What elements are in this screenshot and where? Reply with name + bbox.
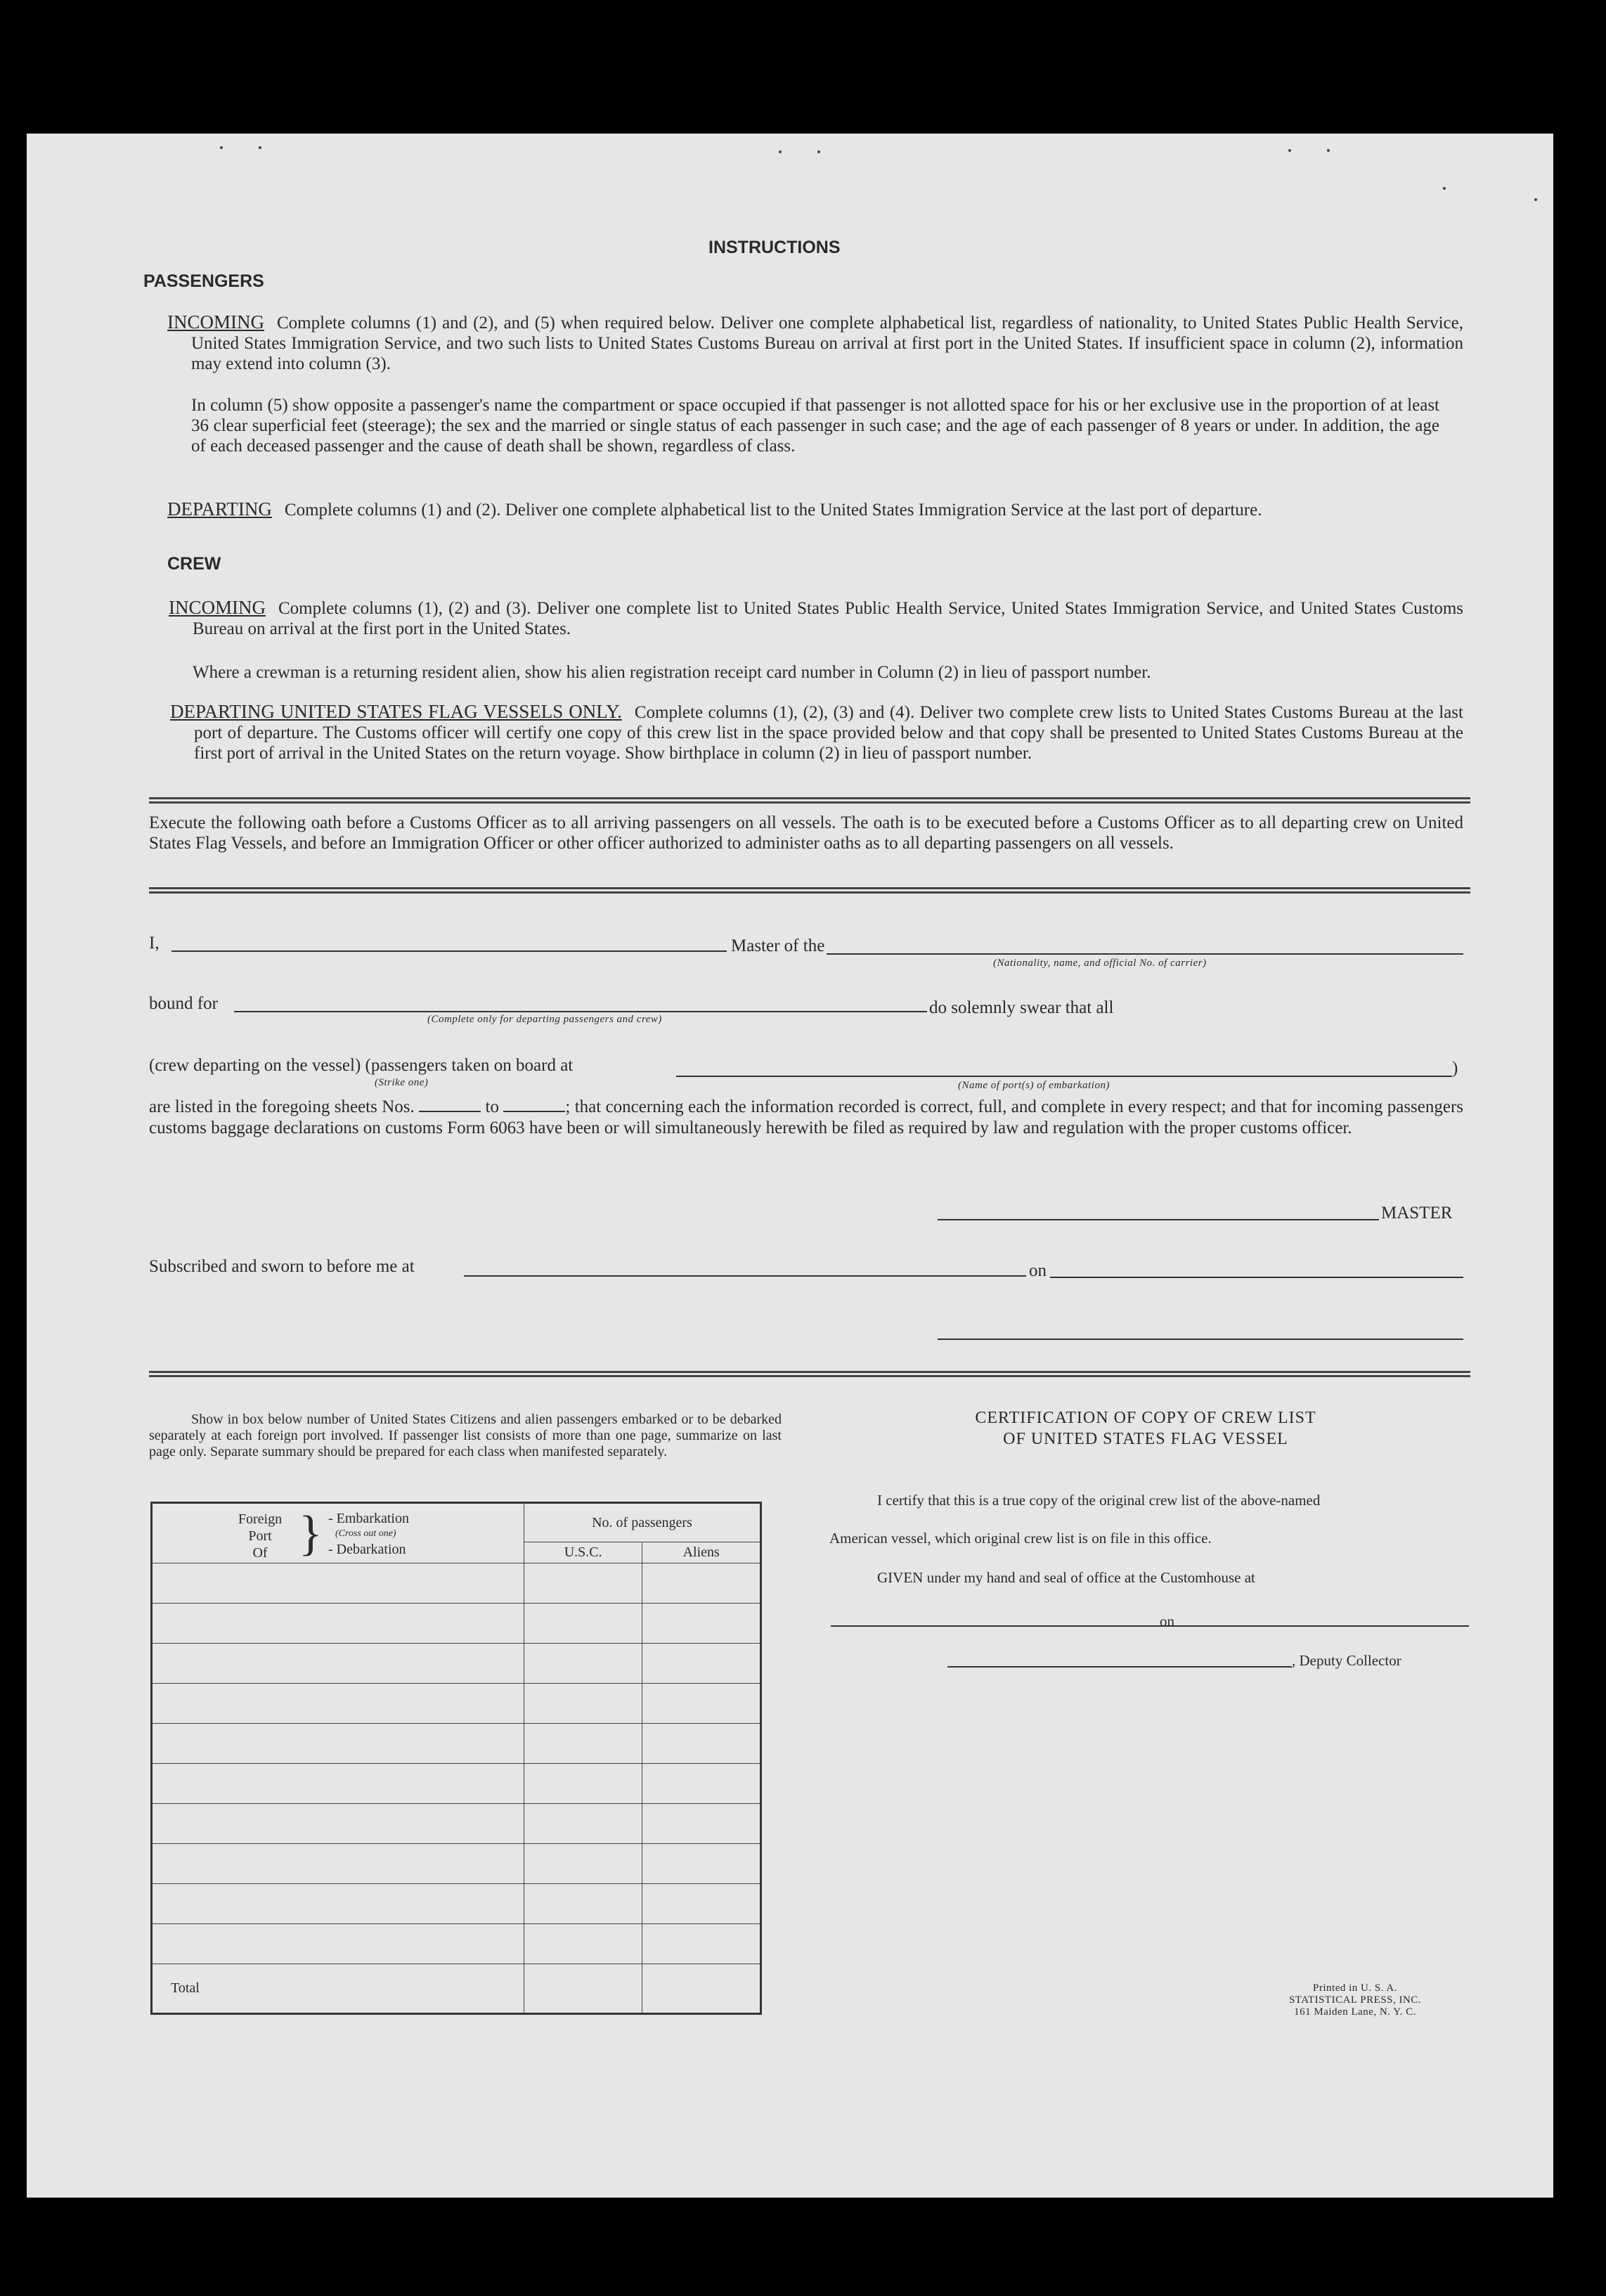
usc-cell[interactable] (524, 1804, 642, 1844)
usc-cell[interactable] (524, 1684, 642, 1724)
speck (1288, 149, 1291, 152)
usc-cell[interactable] (524, 1604, 642, 1644)
aliens-cell[interactable] (642, 1844, 761, 1884)
given-text: GIVEN under my hand and seal of office at the Customhouse at (877, 1569, 1255, 1586)
incoming-tag: INCOMING (167, 311, 264, 333)
double-rule (149, 797, 1470, 804)
speck (259, 146, 261, 149)
usc-cell[interactable] (524, 1764, 642, 1804)
ports-caption: (Name of port(s) of embarkation) (958, 1080, 1110, 1091)
sheet-to-field[interactable] (503, 1098, 565, 1112)
certify-line1: I certify that this is a true copy of the original crew list of the above-named (877, 1492, 1321, 1509)
speck (1443, 187, 1446, 190)
close-paren: ) (1452, 1059, 1458, 1078)
aliens-header: Aliens (642, 1542, 761, 1563)
crew-departing: DEPARTING UNITED STATES FLAG VESSELS ONLY. Complete columns (1), (2), (3) and (4). Deliver two complete crew lists to United States Customs Bureau at the last port of departure. The Customs officer will certify one copy of this crew list in the space provided below and that copy shall be presented to United States Customs Bureau at the first port of arrival in the United States on the return voyage. Show birthplace in column (2) in lieu of passport number. (170, 701, 1463, 763)
strike-caption: (Strike one) (375, 1077, 429, 1088)
passengers-departing: DEPARTING Complete columns (1) and (2). Deliver one complete alphabetical list to the United States Immigration Service at the last port of departure. (167, 498, 1262, 520)
oath-instructions: Execute the following oath before a Customs Officer as to all arriving passengers on all vessels. The oath is to be executed before a Customs Officer as to all departing crew on United States Flag Vessels, and before an Immigration Officer or other officer authorized to administer oaths as to all departing passengers on all vessels. (149, 813, 1463, 853)
usc-cell[interactable] (524, 1563, 642, 1604)
port-cell[interactable] (152, 1644, 524, 1684)
crew-resident-alien: Where a crewman is a returning resident alien, show his alien registration receipt card number in Column (2) in lieu of passport number. (193, 663, 1151, 682)
crew-heading: CREW (167, 554, 221, 574)
oath-i-label: I, (149, 934, 160, 953)
speck (1534, 198, 1537, 201)
departing-tag: DEPARTING (167, 498, 272, 520)
passenger-summary-table (150, 1502, 762, 2015)
port-cell[interactable] (152, 1604, 524, 1644)
port-cell[interactable] (152, 1764, 524, 1804)
officer-signature-field[interactable] (938, 1339, 1463, 1340)
no-of-passengers-header: No. of passengers (524, 1503, 760, 1542)
port-cell[interactable] (152, 1884, 524, 1924)
sheet-from-field[interactable] (419, 1098, 481, 1112)
port-cell[interactable] (152, 1684, 524, 1724)
aliens-cell[interactable] (642, 1764, 761, 1804)
brace: } (299, 1507, 323, 1561)
bound-for-label: bound for (149, 994, 218, 1013)
crew-departing-clause: (crew departing on the vessel) (passengers taken on board at (149, 1056, 574, 1075)
aliens-cell[interactable] (642, 1563, 761, 1604)
cert-date-field[interactable] (1178, 1625, 1469, 1627)
page-title: INSTRUCTIONS (708, 238, 841, 257)
port-cell[interactable] (152, 1844, 524, 1884)
deputy-collector-label: , Deputy Collector (1292, 1652, 1401, 1669)
certification-title: CERTIFICATION OF COPY OF CREW LIST OF UNITED STATES FLAG VESSEL (975, 1409, 1316, 1448)
usc-cell[interactable] (524, 1924, 642, 1964)
usc-cell[interactable] (524, 1644, 642, 1684)
bound-for-field[interactable] (234, 1011, 927, 1012)
master-name-field[interactable] (171, 950, 727, 952)
total-label: Total (152, 1964, 524, 2014)
summary-instructions: Show in box below number of United States Citizens and alien passengers embarked or to be debarked separately at each foreign port involved. If passenger list consists of more than one page, summarize on last page only. Separate summary should be prepared for each class when manifested separately. (149, 1412, 782, 1459)
master-signature-field[interactable] (938, 1219, 1379, 1220)
oath-statement: are listed in the foregoing sheets Nos. to ; that concerning each the information recorded is correct, full, and complete in every respect; and that for incoming passengers customs baggage declarations on customs Form 6063 have been or will simultaneously herewith be filed as required by law and regulation with the proper customs officer. (149, 1097, 1464, 1137)
master-of-the-label: Master of the (731, 936, 825, 955)
total-usc-cell[interactable] (524, 1964, 642, 2014)
column5-instructions: In column (5) show opposite a passenger's name the compartment or space occupied if that passenger is not allotted space for his or her exclusive use in the proportion of at least 36 clear superficial feet (steerage); the sex and the married or single status of each passenger in such case; and the age of each passenger of 8 years or under. In addition, the age of each deceased passenger and the cause of death shall be shown, regardless of class. (191, 396, 1439, 456)
ports-field[interactable] (676, 1076, 1452, 1077)
passengers-heading: PASSENGERS (143, 271, 264, 291)
sworn-on-label: on (1029, 1261, 1047, 1280)
speck (1327, 149, 1330, 152)
swear-text: do solemnly swear that all (929, 998, 1114, 1017)
master-label: MASTER (1381, 1204, 1453, 1223)
carrier-caption: (Nationality, name, and official No. of carrier) (993, 957, 1207, 969)
passengers-incoming: INCOMING Complete columns (1) and (2), and (5) when required below. Deliver one complete alphabetical list, regardless of nationality, to United States Public Health Service, United States Immigration Service, and two such lists to United States Customs Bureau on arrival at first port in the United States. If insufficient space in column (2), information may extend into column (3). (167, 311, 1463, 373)
crew-incoming-tag: INCOMING (169, 597, 266, 618)
aliens-cell[interactable] (642, 1884, 761, 1924)
port-cell[interactable] (152, 1924, 524, 1964)
usc-cell[interactable] (524, 1724, 642, 1764)
aliens-cell[interactable] (642, 1804, 761, 1844)
port-cell[interactable] (152, 1563, 524, 1604)
usc-cell[interactable] (524, 1844, 642, 1884)
carrier-field[interactable] (827, 953, 1463, 955)
cert-on-label: on (1160, 1613, 1174, 1630)
crew-incoming: INCOMING Complete columns (1), (2) and (3). Deliver one complete list to United States Public Health Service, United States Immigration Service, and United States Customs Bureau on arrival at the first port in the United States. (169, 597, 1463, 638)
aliens-cell[interactable] (642, 1924, 761, 1964)
aliens-cell[interactable] (642, 1684, 761, 1724)
customhouse-field[interactable] (831, 1625, 1178, 1627)
total-aliens-cell[interactable] (642, 1964, 761, 2014)
usc-cell[interactable] (524, 1884, 642, 1924)
printer-imprint: Printed in U. S. A. STATISTICAL PRESS, INC. 161 Maiden Lane, N. Y. C. (1288, 1982, 1422, 2018)
double-rule (149, 887, 1470, 894)
sworn-place-field[interactable] (464, 1275, 1026, 1277)
aliens-cell[interactable] (642, 1644, 761, 1684)
speck (779, 150, 782, 153)
subscribed-label: Subscribed and sworn to before me at (149, 1257, 415, 1276)
form-page (27, 134, 1553, 2198)
usc-header: U.S.C. (524, 1542, 642, 1563)
speck (220, 146, 223, 149)
sworn-date-field[interactable] (1050, 1277, 1463, 1278)
foreign-port-header: Foreign Port Of } - Embarkation (Cross out one) - Debarkation (152, 1503, 524, 1563)
speck (817, 150, 820, 153)
port-cell[interactable] (152, 1724, 524, 1764)
port-cell[interactable] (152, 1804, 524, 1844)
deputy-signature-field[interactable] (947, 1666, 1292, 1668)
bound-caption: (Complete only for departing passengers and crew) (427, 1014, 662, 1025)
aliens-cell[interactable] (642, 1724, 761, 1764)
crew-departing-tag: DEPARTING UNITED STATES FLAG VESSELS ONLY. (170, 701, 622, 722)
certify-line2: American vessel, which original crew list is on file in this office. (829, 1530, 1212, 1547)
aliens-cell[interactable] (642, 1604, 761, 1644)
double-rule (149, 1371, 1470, 1377)
